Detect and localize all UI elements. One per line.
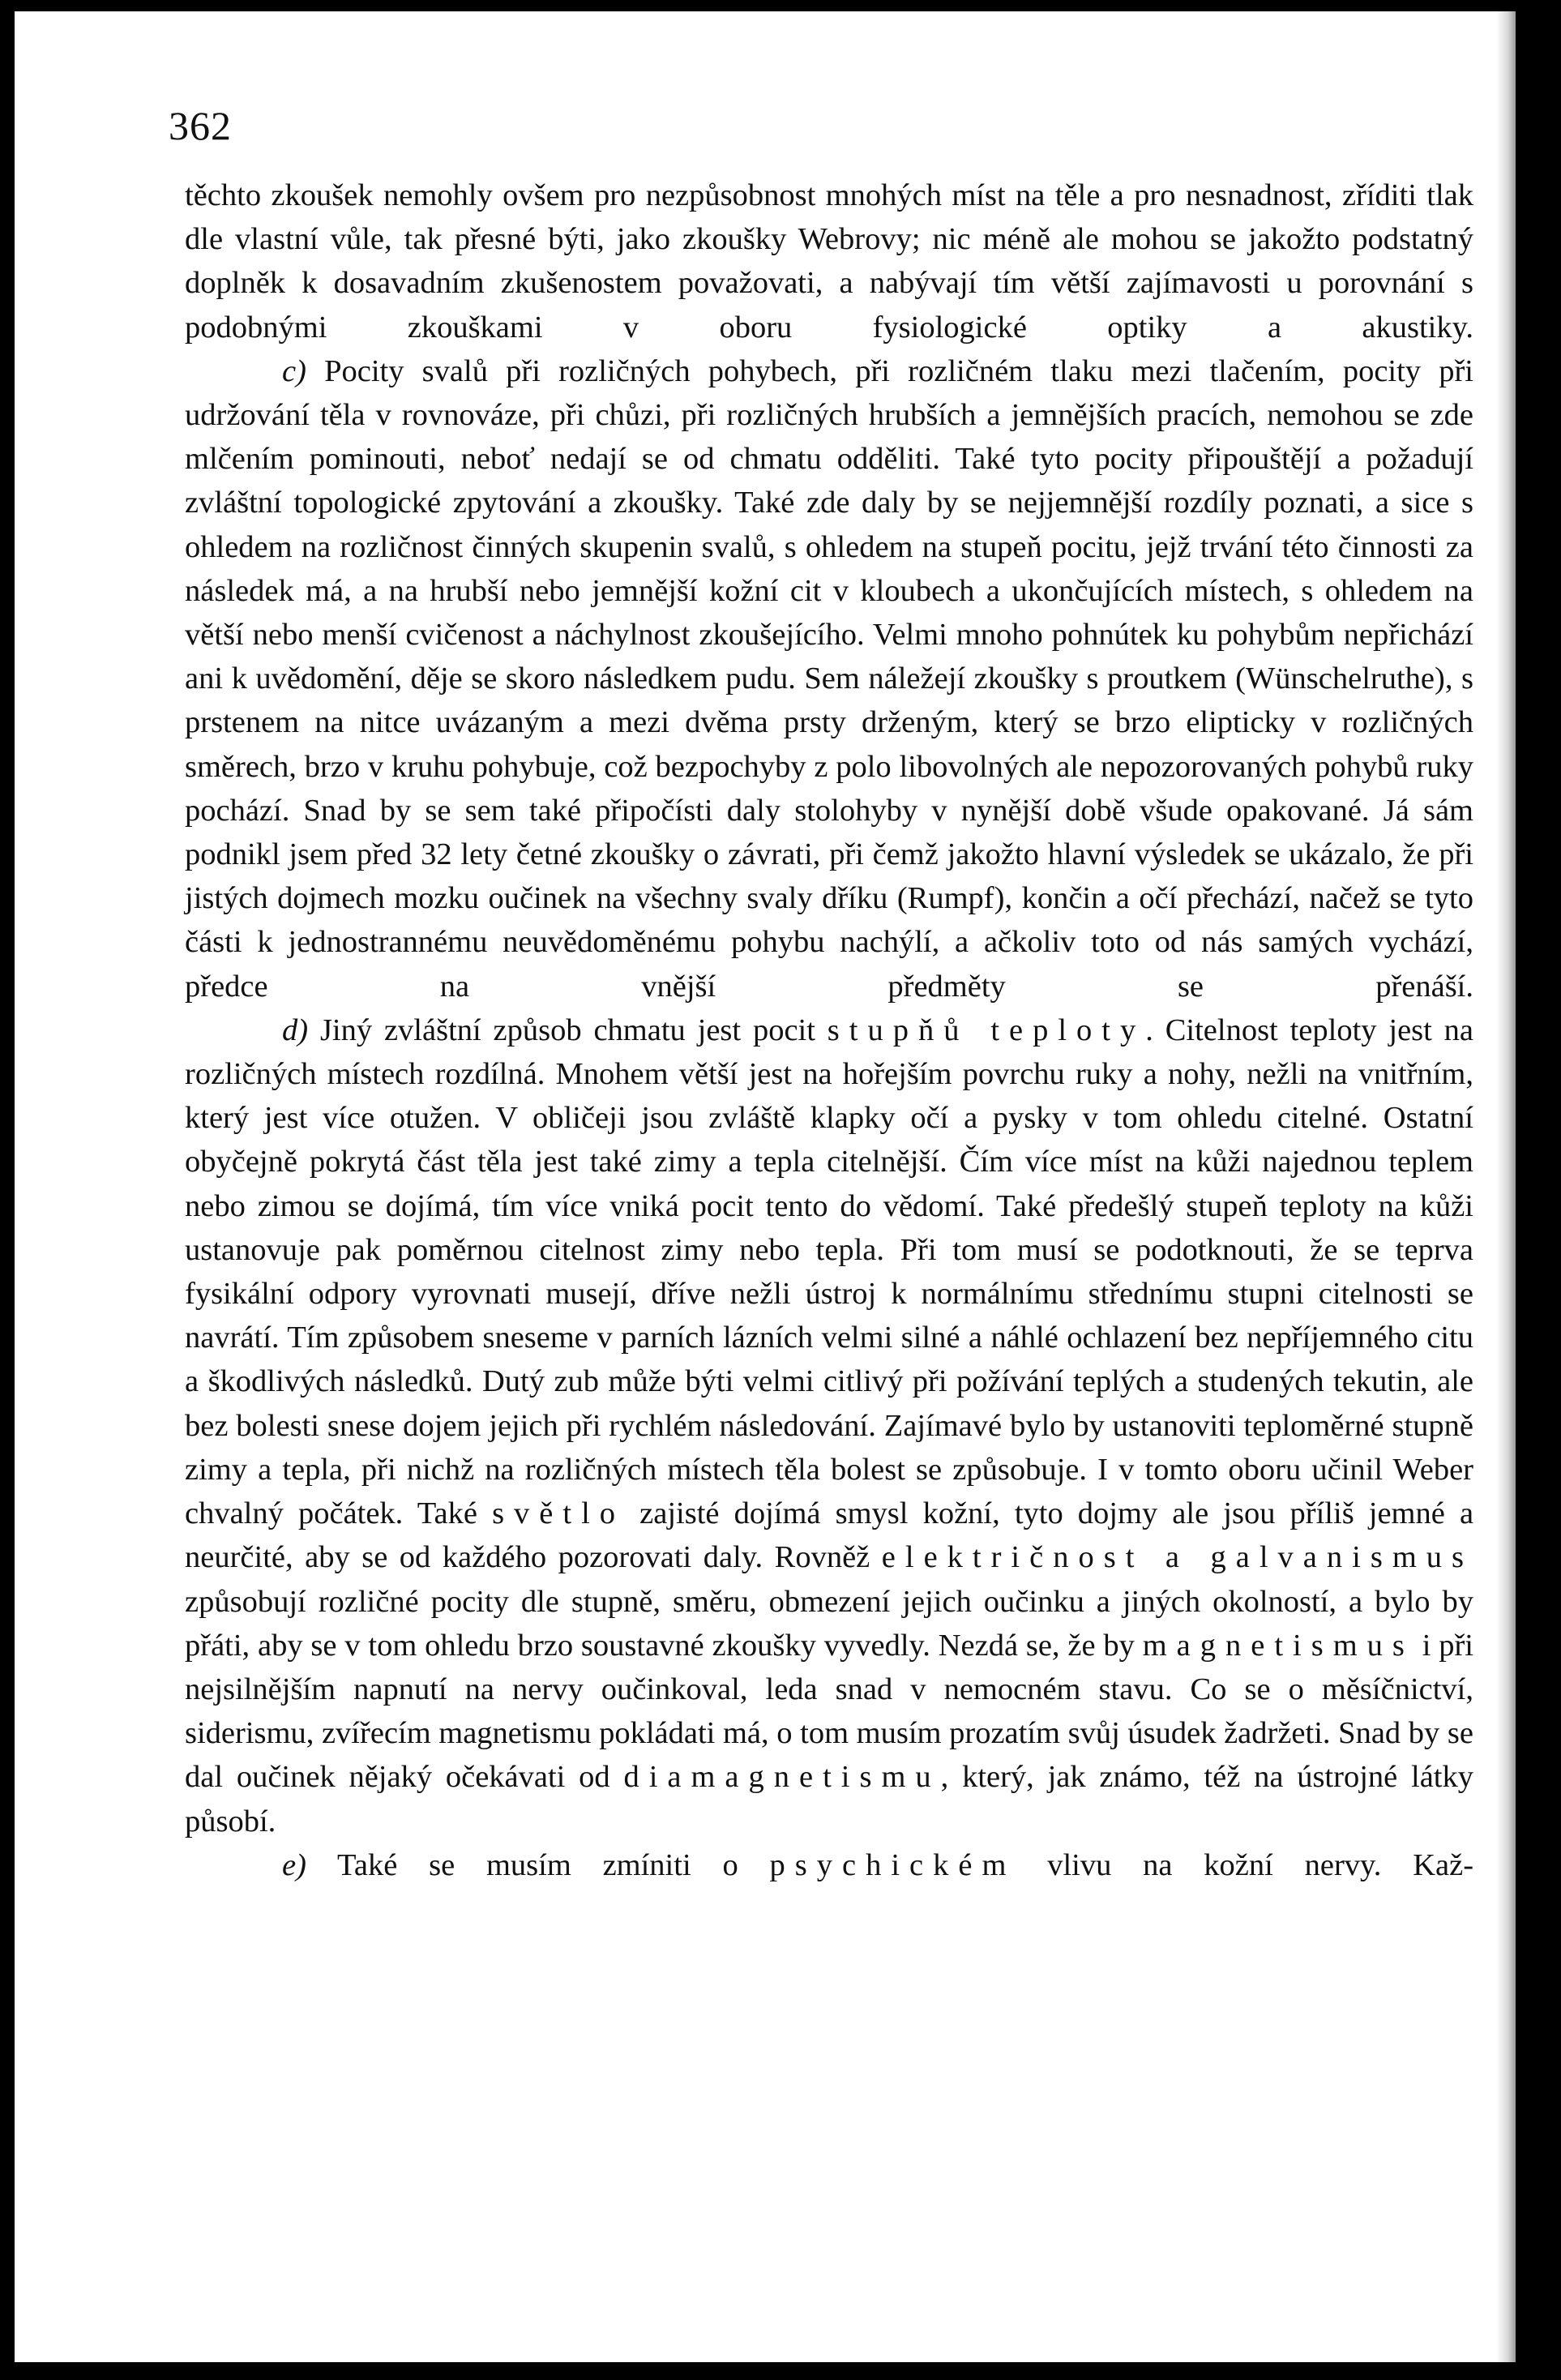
item-letter: c) xyxy=(282,353,306,388)
paragraph-text: Pocity svalů při rozličných pohybech, při rozličném tlaku mezi tlačením, pocity při udržování těla v rovnováze, při chůzi, při rozličných hrubších a jemnějších pracích, nemohou se zde mlčením pominouti, neboť nedají se od chmatu odděliti. Také tyto pocity připouštějí a požadují zvláštní topologické zpytování a zkoušky. Také zde daly by se nejjemnější rozdíly poznati, a sice s ohledem na rozličnost činných skupenin svalů, s ohledem na stupeň pocitu, jejž trvání této činnosti za následek má, a na hrubší nebo jemnější kožní cit v kloubech a ukončujících místech, s ohledem na větší nebo menší cvičenost a náchylnost zkoušejícího. Velmi mnoho pohnútek ku pohybům nepřichází ani k uvědomění, děje se skoro následkem pudu. Sem náležejí zkoušky s proutkem (Wünschelruthe), s prstenem na nitce uvázaným a mezi dvěma prsty drženým, který se brzo elipticky v rozličných směrech, brzo v kruhu pohybuje, což bezpochyby z polo libovolných ale nepozorovaných pohybů ruky pochází. Snad by se sem také připočísti daly stolohyby v nynější době všude opakované. Já sám podnikl jsem před 32 lety četné zkoušky o závrati, při čemž jakožto hlavní výsledek se ukázalo, že při jistých dojmech mozku oučinek na všechny svaly dříku (Rumpf), končin a očí přechází, načež se tyto části k jednostrannému neuvědoměnému pohybu nachýlí, a ačkoliv toto od nás samých vychází, předce na vnější předměty se přenáší. xyxy=(185,353,1474,1004)
paragraph-text: Také se musím zmíniti o xyxy=(337,1847,738,1882)
scan-border-right xyxy=(1524,0,1548,2380)
emphasis-term: stupňů teploty xyxy=(827,1012,1146,1047)
page-edge-shadow xyxy=(1496,11,1516,2362)
paragraph-text: Jiný zvláštní způsob chmatu jest pocit xyxy=(319,1012,815,1047)
paragraph-text: těchto zkoušek nemohly ovšem pro nezpůsobnost mnohých míst na těle a pro nesnadnost, zříditi tlak dle vlastní vůle, tak přesné býti, jako zkoušky Webrovy; nic méně ale mohou se jakožto podstatný doplněk k dosavadním zkušenostem považovati, a nabývají tím větší zajímavosti u porovnání s podobnými zkouškami v oboru fysiologické optiky a akustiky. xyxy=(185,178,1473,345)
emphasis-term: električnost a galvanismus xyxy=(881,1540,1473,1575)
paragraph-continuation xyxy=(185,173,1473,349)
paragraph-text: i při nejsilnějším napnutí na nervy oučinkoval, leda snad v nemocném stavu. Co se o měsíčnictví, siderismu, zvířecím magnetismu pokládati má, o tom musím prozatím svůj úsudek žadržeti. Snad by se dal oučinek nějaký očekávati od xyxy=(185,1628,1474,1795)
emphasis-term: psychickém xyxy=(769,1847,1016,1882)
emphasis-term: světlo xyxy=(492,1496,626,1531)
paragraph-c xyxy=(185,349,1473,1008)
emphasis-term: magnetismus xyxy=(1142,1628,1414,1663)
paragraph-text: způsobují rozličné pocity dle stupně, směru, obmezení jejich oučinku a jiných okolností, a bylo by přáti, aby se v tom ohledu brzo soustavné zkoušky vyvedly. Nezdá se, že by xyxy=(185,1584,1473,1663)
emphasis-term: diamagnetismu xyxy=(623,1760,941,1795)
paragraph-e xyxy=(185,1843,1473,1887)
book-page xyxy=(15,11,1516,2362)
paragraph-text: , který, jak známo, též na ústrojné látky působí. xyxy=(185,1760,1473,1839)
item-letter: e) xyxy=(282,1847,306,1882)
body-text xyxy=(185,173,1473,1887)
paragraph-text: . Citelnost teploty jest na rozličných místech rozdílná. Mnohem větší jest na hořejším povrchu ruky a nohy, nežli na vnitřním, který jest více otužen. V obličeji jsou zvláště klapky očí a pysky v tom ohledu citelné. Ostatní obyčejně pokrytá část těla jest také zimy a tepla citelnější. Čím více míst na kůži najednou teplem nebo zimou se dojímá, tím více vniká pocit tento do vědomí. Také předešlý stupeň teploty na kůži ustanovuje pak poměrnou citelnost zimy nebo tepla. Při tom musí se podotknouti, že se teprva fysikální odpory vyrovnati musejí, dříve nežli ústroj k normálnímu střednímu stupni citelnosti se navrátí. Tím způsobem sneseme v parních lázních velmi silné a náhlé ochlazení bez nepříjemného citu a škodlivých následků. Dutý zub může býti velmi citlivý při požívání teplých a studených tekutin, ale bez bolesti snese dojem jejich při rychlém následování. Zajímavé bylo by ustanoviti teploměrné stupně zimy a tepla, při nichž na rozličných místech těla bolest se způsobuje. I v tomto oboru učinil Weber chvalný počátek. Také xyxy=(185,1012,1474,1531)
paragraph-text: zajisté dojímá smysl kožní, tyto dojmy ale jsou příliš jemné a neurčité, aby se od každého pozorovati daly. Rovněž xyxy=(185,1496,1474,1575)
item-letter: d) xyxy=(282,1012,309,1047)
page-number: 362 xyxy=(169,103,232,148)
paragraph-text: vlivu na kožní nervy. Kaž- xyxy=(1047,1847,1474,1882)
paragraph-d xyxy=(185,1008,1473,1843)
